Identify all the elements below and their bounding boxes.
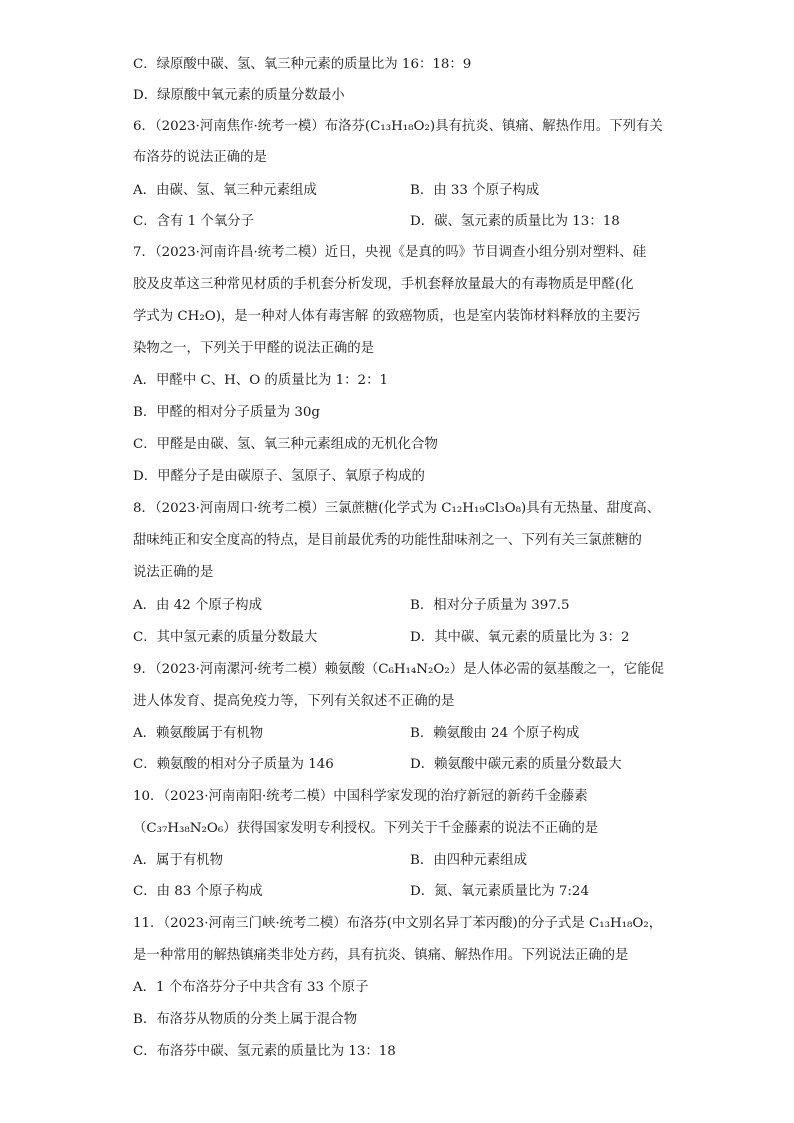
text-line [133, 788, 588, 806]
option-text: D．赖氨酸中碳元素的质量分数最大 [410, 757, 622, 772]
text-line [133, 1043, 396, 1061]
text-line [133, 693, 454, 711]
text-line [133, 276, 634, 294]
text-line [133, 372, 388, 390]
text-line [133, 149, 267, 167]
line-text: C．绿原酸中碳、氢、氧三种元素的质量比为 16：18：9 [133, 57, 472, 72]
text-line [133, 340, 374, 358]
text-line [133, 564, 213, 582]
text-line [133, 852, 527, 870]
text-line [133, 308, 640, 326]
line-text: 6．（2023·河南焦作·统考一模）布洛芬(C₁₃H₁₈O₂)具有抗炎、镇痛、解热作用。下列有关 [133, 119, 663, 134]
line-text: A．赖氨酸属于有机物 [133, 726, 264, 741]
text-line [133, 468, 425, 486]
line-text: A．由 42 个原子构成 [133, 598, 262, 613]
text-line [133, 820, 598, 838]
line-text: C．甲醛是由碳、氢、氧三种元素组成的无机化合物 [133, 437, 438, 452]
text-line [133, 436, 438, 454]
line-text: 胶及皮革这三种常见材质的手机套分析发现，手机套释放量最大的有毒物质是甲醛(化 [133, 277, 634, 292]
option-text: B．赖氨酸由 24 个原子构成 [410, 726, 580, 741]
line-text: 10．（2023·河南南阳·统考二模）中国科学家发现的治疗新冠的新药千金藤素 [133, 789, 588, 804]
text-line [133, 404, 320, 422]
text-line [133, 629, 630, 647]
line-text: 11．（2023·河南三门峡·统考二模）布洛芬(中文别名异丁苯丙酸)的分子式是 C₁₃H₁₈O₂， [133, 916, 663, 931]
text-line [133, 597, 570, 615]
line-text: 学式为 CH₂O)，是一种对人体有毒害解 的致癌物质，也是室内装饰材料释放的主要污 [133, 309, 641, 324]
text-line [133, 87, 345, 105]
line-text: C．赖氨酸的相对分子质量为 146 [133, 757, 334, 772]
option-text: D．碳、氢元素的质量比为 13：18 [410, 214, 620, 229]
text-line [133, 947, 628, 965]
option-text: B．由 33 个原子构成 [410, 183, 540, 198]
line-text: C．含有 1 个氧分子 [133, 214, 255, 229]
option-text: D．氮、氧元素质量比为 7:24 [410, 884, 589, 899]
text-line [133, 979, 368, 997]
line-text: A．由碳、氢、氧三种元素组成 [133, 183, 317, 198]
line-text: C．由 83 个原子构成 [133, 884, 263, 899]
text-line [133, 532, 642, 550]
option-text: B．由四种元素组成 [410, 853, 527, 868]
text-line [133, 756, 622, 774]
line-text: C．其中氢元素的质量分数最大 [133, 630, 318, 645]
line-text: D．甲醛分子是由碳原子、氢原子、氧原子构成的 [133, 469, 425, 484]
line-text: 是一种常用的解热镇痛类非处方药，具有抗炎、镇痛、解热作用。下列说法正确的是 [133, 948, 629, 963]
text-line [133, 56, 471, 74]
line-text: 说法正确的是 [133, 565, 214, 580]
line-text: 9．（2023·河南漯河·统考二模）赖氨酸（C₆H₁₄N₂O₂）是人体必需的氨基酸之一，它能促 [133, 662, 664, 677]
line-text: A．甲醛中 C、H、O 的质量比为 1：2：1 [133, 373, 388, 388]
line-text: A．1 个布洛芬分子中共含有 33 个原子 [133, 980, 369, 995]
line-text: A．属于有机物 [133, 853, 224, 868]
line-text: D．绿原酸中氧元素的质量分数最小 [133, 88, 345, 103]
text-line [133, 244, 646, 262]
line-text: 7．（2023·河南许昌·统考二模）近日，央视《是真的吗》节目调查小组分别对塑料、硅 [133, 245, 647, 260]
option-text: B．相对分子质量为 397.5 [410, 598, 570, 613]
text-line [133, 883, 589, 901]
line-text: 染物之一，下列关于甲醛的说法正确的是 [133, 341, 375, 356]
text-line [133, 661, 664, 679]
line-text: 布洛芬的说法正确的是 [133, 150, 267, 165]
text-line [133, 915, 662, 933]
text-line [133, 182, 540, 200]
line-text: B．布洛芬从物质的分类上属于混合物 [133, 1012, 358, 1027]
line-text: （C₃₇H₃₈N₂O₆）获得国家发明专利授权。下列关于千金藤素的说法不正确的是 [133, 821, 599, 836]
line-text: 8．（2023·河南周口·统考二模）三氯蔗糖(化学式为 C₁₂H₁₉Cl₃O₈)具有无热量、甜度高、 [133, 501, 661, 516]
text-line [133, 118, 663, 136]
option-text: D．其中碳、氧元素的质量比为 3：2 [410, 630, 630, 645]
text-line [133, 1011, 357, 1029]
line-text: 进人体发育、提高免疫力等，下列有关叙述不正确的是 [133, 694, 455, 709]
text-line [133, 213, 620, 231]
line-text: 甜味纯正和安全度高的特点，是目前最优秀的功能性甜味剂之一、下列有关三氯蔗糖的 [133, 533, 642, 548]
text-line [133, 500, 660, 518]
line-text: B．甲醛的相对分子质量为 30g [133, 405, 321, 420]
text-line [133, 725, 580, 743]
line-text: C．布洛芬中碳、氢元素的质量比为 13：18 [133, 1044, 396, 1059]
